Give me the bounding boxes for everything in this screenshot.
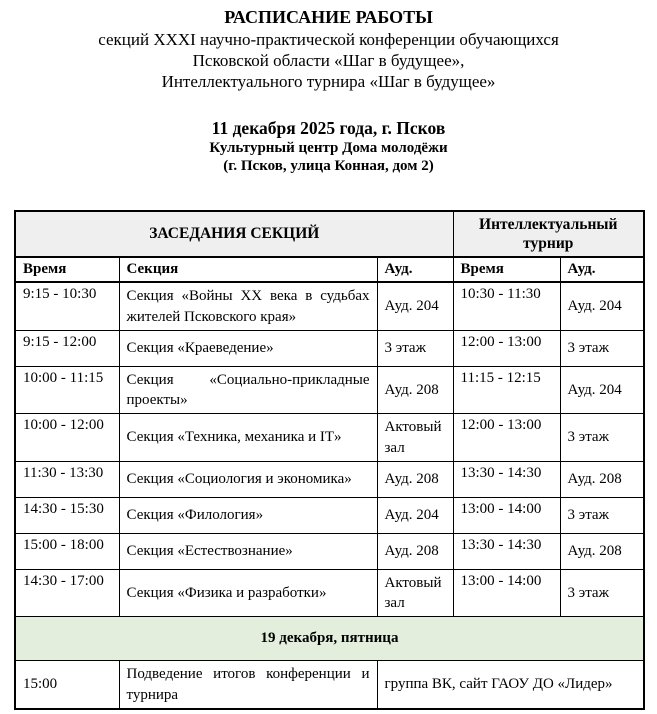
tournament-time: 10:30 - 11:30: [453, 282, 560, 330]
tournament-group-header: Интеллектуальный турнир: [453, 211, 644, 258]
tournament-time: 11:15 - 12:15: [453, 366, 560, 414]
column-header-time: Время: [15, 257, 119, 282]
session-name: Секция «Техника, механика и IT»: [119, 414, 377, 462]
column-header-tournament-aud: Ауд.: [560, 257, 644, 282]
tournament-time: 12:00 - 13:00: [453, 414, 560, 462]
venue-address: (г. Псков, улица Конная, дом 2): [223, 158, 434, 175]
event-date: 11 декабря 2025 года, г. Псков: [211, 117, 446, 138]
tournament-auditorium: 3 этаж: [560, 497, 644, 533]
session-time: 14:30 - 15:30: [15, 497, 119, 533]
closing-row: [15, 661, 644, 709]
tournament-auditorium: 3 этаж: [560, 330, 644, 366]
tournament-auditorium: Ауд. 208: [560, 461, 644, 497]
tournament-auditorium: 3 этаж: [560, 569, 644, 617]
schedule-table: [14, 210, 645, 710]
column-header-aud: Ауд.: [377, 257, 453, 282]
tournament-auditorium: Ауд. 208: [560, 533, 644, 569]
friday-banner: 19 декабря, пятница: [15, 617, 644, 661]
friday-banner-row: [15, 617, 644, 661]
session-auditorium: Актовый зал: [377, 414, 453, 462]
tournament-auditorium: Ауд. 204: [560, 366, 644, 414]
session-name: Секция «Естествознание»: [119, 533, 377, 569]
table-column-header-row: [15, 257, 644, 282]
subtitle-line-3: Интеллектуального турнира «Шаг в будущее»: [161, 72, 496, 92]
session-auditorium: Ауд. 208: [377, 533, 453, 569]
session-time: 9:15 - 10:30: [15, 282, 119, 330]
closing-event: Подведение итогов конференции и турнира: [119, 661, 377, 709]
session-time: 10:00 - 11:15: [15, 366, 119, 414]
session-time: 15:00 - 18:00: [15, 533, 119, 569]
column-header-section: Секция: [119, 257, 377, 282]
session-time: 10:00 - 12:00: [15, 414, 119, 462]
session-auditorium: Ауд. 204: [377, 282, 453, 330]
session-time: 11:30 - 13:30: [15, 461, 119, 497]
subtitle-line-1: секций XXXI научно-практической конференции обучающихся: [98, 29, 559, 49]
table-row: [15, 569, 644, 617]
table-row: [15, 461, 644, 497]
tournament-time: 13:30 - 14:30: [453, 461, 560, 497]
tournament-auditorium: Ауд. 204: [560, 282, 644, 330]
table-row: [15, 330, 644, 366]
table-row: [15, 497, 644, 533]
session-time: 9:15 - 12:00: [15, 330, 119, 366]
sections-group-header: ЗАСЕДАНИЯ СЕКЦИЙ: [15, 211, 453, 258]
table-row: [15, 533, 644, 569]
table-row: [15, 414, 644, 462]
column-header-tournament-time: Время: [453, 257, 560, 282]
tournament-time: 12:00 - 13:00: [453, 330, 560, 366]
session-auditorium: Ауд. 204: [377, 497, 453, 533]
venue-name: Культурный центр Дома молодёжи: [209, 139, 448, 156]
session-time: 14:30 - 17:00: [15, 569, 119, 617]
session-auditorium: Ауд. 208: [377, 461, 453, 497]
closing-time: 15:00: [15, 661, 119, 709]
session-name: Секция «Войны XX века в судьбах жителей Псковского края»: [119, 282, 377, 330]
closing-location: группа ВК, сайт ГАОУ ДО «Лидер»: [377, 661, 644, 709]
session-auditorium: 3 этаж: [377, 330, 453, 366]
tournament-time: 13:30 - 14:30: [453, 533, 560, 569]
session-name: Секция «Физика и разработки»: [119, 569, 377, 617]
page-title: РАСПИСАНИЕ РАБОТЫ: [224, 7, 433, 27]
document-header: [0, 0, 657, 176]
session-auditorium: Ауд. 208: [377, 366, 453, 414]
table-row: [15, 366, 644, 414]
session-name: Секция «Социология и экономика»: [119, 461, 377, 497]
session-name: Секция «Краеведение»: [119, 330, 377, 366]
table-group-header-row: [15, 211, 644, 258]
table-row: [15, 282, 644, 330]
tournament-time: 13:00 - 14:00: [453, 569, 560, 617]
tournament-auditorium: 3 этаж: [560, 414, 644, 462]
session-name: Секция «Социально-прикладные проекты»: [119, 366, 377, 414]
tournament-time: 13:00 - 14:00: [453, 497, 560, 533]
session-auditorium: Актовый зал: [377, 569, 453, 617]
session-name: Секция «Филология»: [119, 497, 377, 533]
subtitle-line-2: Псковской области «Шаг в будущее»,: [192, 51, 465, 71]
